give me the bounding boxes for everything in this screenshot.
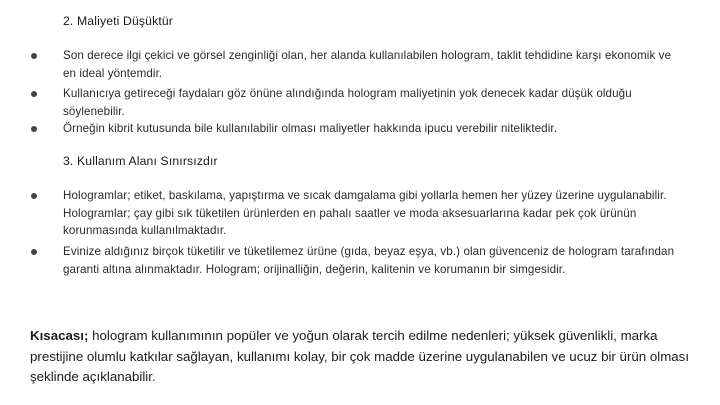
section-heading-usage: 3. Kullanım Alanı Sınırsızdır — [63, 154, 218, 168]
list-item: Örneğin kibrit kutusunda bile kullanılabilir olması maliyetler hakkında ipucu verebilir niteliktedir. — [63, 122, 558, 135]
list-item: Son derece ilgi çekici ve görsel zenginliği olan, her alanda kullanılabilen hologram, taklit tehdidine karşı ekonomik ve en ideal yöntemdir. — [63, 49, 672, 80]
section-heading-cost: 2. Maliyeti Düşüktür — [63, 14, 174, 28]
summary-text: hologram kullanımının popüler ve yoğun olarak tercih edilme nedenleri; yüksek güvenlikli, marka prestijine olumlu katkılar sağlayan, kullanımı kolay, bir çok madde üzerine uygulanabilen ve ucuz bir ürün olması şeklinde açıklanabilir. — [30, 328, 690, 384]
summary-paragraph — [30, 326, 690, 388]
bullet-icon — [31, 91, 37, 97]
bullet-icon — [31, 193, 37, 199]
list-item: Hologramlar; etiket, baskılama, yapıştırma ve sıcak damgalama gibi yollarla hemen her yüzey üzerine uygulanabilir. Hologramlar; çay gibi sık tüketilen ürünlerden en pahalı saatler ve moda aksesuarlarına kadar pek çok ürünün korunmasında kullanılmaktadır. — [63, 189, 667, 237]
summary-label: Kısacası; — [30, 328, 89, 343]
bullet-icon — [31, 126, 37, 132]
list-item: Kullanıcıya getireceği faydaları göz önüne alındığında hologram maliyetinin yok denecek kadar düşük olduğu söylenebilir. — [63, 87, 632, 118]
bullet-icon — [31, 249, 37, 255]
bullet-icon — [31, 53, 37, 59]
list-item: Evinize aldığınız birçok tüketilir ve tüketilemez ürüne (gıda, beyaz eşya, vb.) olan güvenceniz de hologram tarafından garanti altına alınmaktadır. Hologram; orijinalliğin, değerin, kalitenin ve korumanın bir simgesidir. — [63, 245, 675, 276]
